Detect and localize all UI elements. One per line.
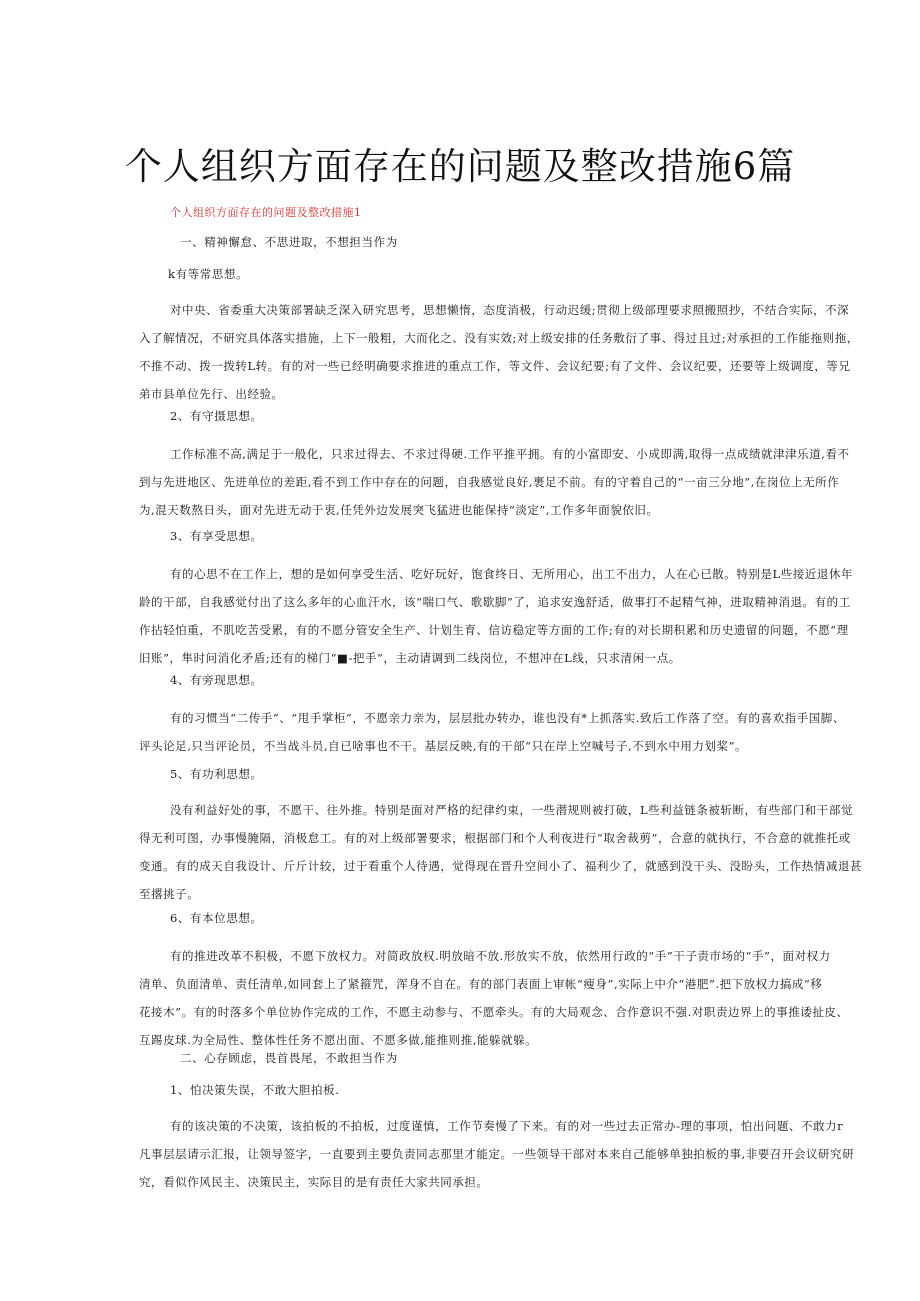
paragraph-line: 作拈轻怕重，不肌吃苦受累，有的不愿分管安全生产、计划生育、信访稳定等方面的工作;有的对长期积累和历史遗留的问题，不愿“理	[139, 623, 849, 637]
paragraph-line: 工作标准不高,满足于一般化，只求过得去、不求过得硬.工作平推平拥。有的小富即安、小成即满,取得一点成绩就津津乐道,看不	[170, 447, 850, 461]
paragraph-line: 龄的干部，自我感觉付出了这么多年的心血汗水，该“喘口气、歌歇脚”了，追求安逸舒适，做事打不起精气神，进取精神消退。有的工	[139, 595, 851, 609]
paragraph-line: 花接木”。有的时落多个单位协作完成的工作，不愿主动参与、不愿牵头。有的大局观念、合作意识不强.对职责边界上的事推诿扯皮、	[139, 1005, 849, 1019]
paragraph-line: 不推不动、拨一拨转L转。有的对一些已经明确要求推进的重点工作，等文件、会议纪要;有了文件、会议纪要，还要等上级调度，等兄	[139, 359, 851, 373]
paragraph-line: 清单、负面清单、责任清单,如同套上了紧箍咒，浑身不自在。有的部门表面上审帐“瘦身”,实际上中介“港肥”.把下放权力搞成“移	[139, 977, 823, 991]
section-heading-1: 一、精神懈怠、不思进取，不想担当作为	[180, 235, 398, 249]
paragraph-line: 没有利益好处的事，不愿干、往外推。特别是面对严格的纪律约束，一些潜规则被打破，L些利益链条被斩断，有些部门和干部觉	[170, 803, 853, 817]
paragraph-line: 评头论足,只当评论员，不当战斗员,自已啥事也不干。基层反映,有的干部“只在岸上空喊号子,不到水中用力划桨”。	[139, 739, 748, 753]
paragraph-line: 旧账”，隼时问消化矛盾;还有的梯门“■-把手”，主动请调到二线岗位，不想冲在L线，只求清闲一点。	[139, 651, 681, 665]
section-heading-2: 二、心存顾虑，畏首畏尾，不敢担当作为	[180, 1051, 398, 1065]
paragraph-line: 有的该决策的不决策，该拍板的不拍板，过度谨慎，工作节奏慢了下来。有的对一些过去正常办-理的事项，怕出问题、不敢力r	[170, 1119, 844, 1133]
item-heading-2: 2、有守摄思想。	[170, 409, 263, 423]
paragraph-line: 有的推进改革不积极，不愿下放权力。对简政放权.明放暗不放.形放实不放，依然用行政的“手”干子责市场的“手”，面对权力	[170, 949, 831, 963]
item-heading-3: 3、有享受思想。	[170, 529, 263, 543]
item-heading-1: k有等常思想。	[168, 267, 249, 281]
paragraph-4	[139, 704, 845, 760]
item-heading-4: 4、有旁现思想。	[170, 673, 263, 687]
paragraph-line: 弟市县单位先行、出经验。	[139, 387, 284, 401]
document-title: 个人组织方面存在的问题及整改措施6篇	[124, 145, 796, 188]
paragraph-line: 究，看似作风民主、决策民主，实际目的是有责任大家共同承担。	[139, 1175, 489, 1189]
paragraph-6	[139, 942, 849, 1054]
paragraph-line: 互踢皮球.为全局性、整体性任务不愿出面、不愿多做,能推则推,能躲就躲。	[139, 1033, 538, 1047]
paragraph-line: 入了解情况，不研究具体落实措施，上下一般粗，大而化之、没有实效;对上级安排的任务敷衍了事、得过且过;对承担的工作能拖则拖，	[139, 331, 859, 345]
paragraph-line: 有的习惯当“二传手”、“甩手掌柜”，不愿亲力亲为，层层批办转办，谁也没有*上抓落实.致后工作落了空。有的喜欢指手国脚、	[170, 711, 845, 725]
item-heading-6: 6、有本位思想。	[170, 911, 263, 925]
paragraph-1	[139, 296, 859, 408]
paragraph-3	[139, 560, 853, 672]
paragraph-line: 变通。有的成天自我设计、斤斤计较，过于看重个人待遇，觉得现在晋升空间小了、福利少了，就感到没干头、没盼头，工作热情减退甚	[139, 859, 862, 873]
paragraph-2	[139, 440, 850, 524]
paragraph-line: 至撂挑子。	[139, 887, 200, 901]
paragraph-line: 为,混天数熬日头，面对先进无动于衷,任凭外边发展突飞猛进也能保持“淡定”,工作多年面貌依旧。	[139, 503, 659, 517]
document-subtitle: 个人组织方面存在的问题及整改措施1	[170, 206, 362, 219]
paragraph-line: 到与先进地区、先进单位的差距,看不到工作中存在的问题，自我感觉良好,裹足不前。有的守着自己的“一亩三分地”,在岗位上无所作	[139, 475, 840, 489]
paragraph-line: 对中央、省委重大决策部署缺乏深入研究思考，思想懒惰，态度消极，行动迟缓;贯彻上级部理要求照搬照抄，不结合实际，不深	[170, 303, 850, 317]
paragraph-7	[139, 1112, 855, 1196]
item-heading-5: 5、有功利思想。	[170, 767, 263, 781]
paragraph-line: 凡事层层请示汇报，让领导签字，一直要到主要负责同志那里才能定。一些领导干部对本来自己能够单独拍板的事,非要召开会议研究研	[139, 1147, 855, 1161]
paragraph-line: 有的心思不在工作上，想的是如何享受生活、吃好玩好，饱食终日、无所用心，出工不出力，人在心已散。特别是L些接近退休年	[170, 567, 853, 581]
paragraph-5	[139, 796, 862, 908]
item-heading-7: 1、怕决策失误，不敢大胆拍板.	[170, 1083, 340, 1097]
paragraph-line: 得无利可图，办事慢腌隔，消极怠工。有的对上级部署要求，根据部门和个人利夜进行“取舍裁剪”，合意的就执行，不合意的就推托或	[139, 831, 851, 845]
